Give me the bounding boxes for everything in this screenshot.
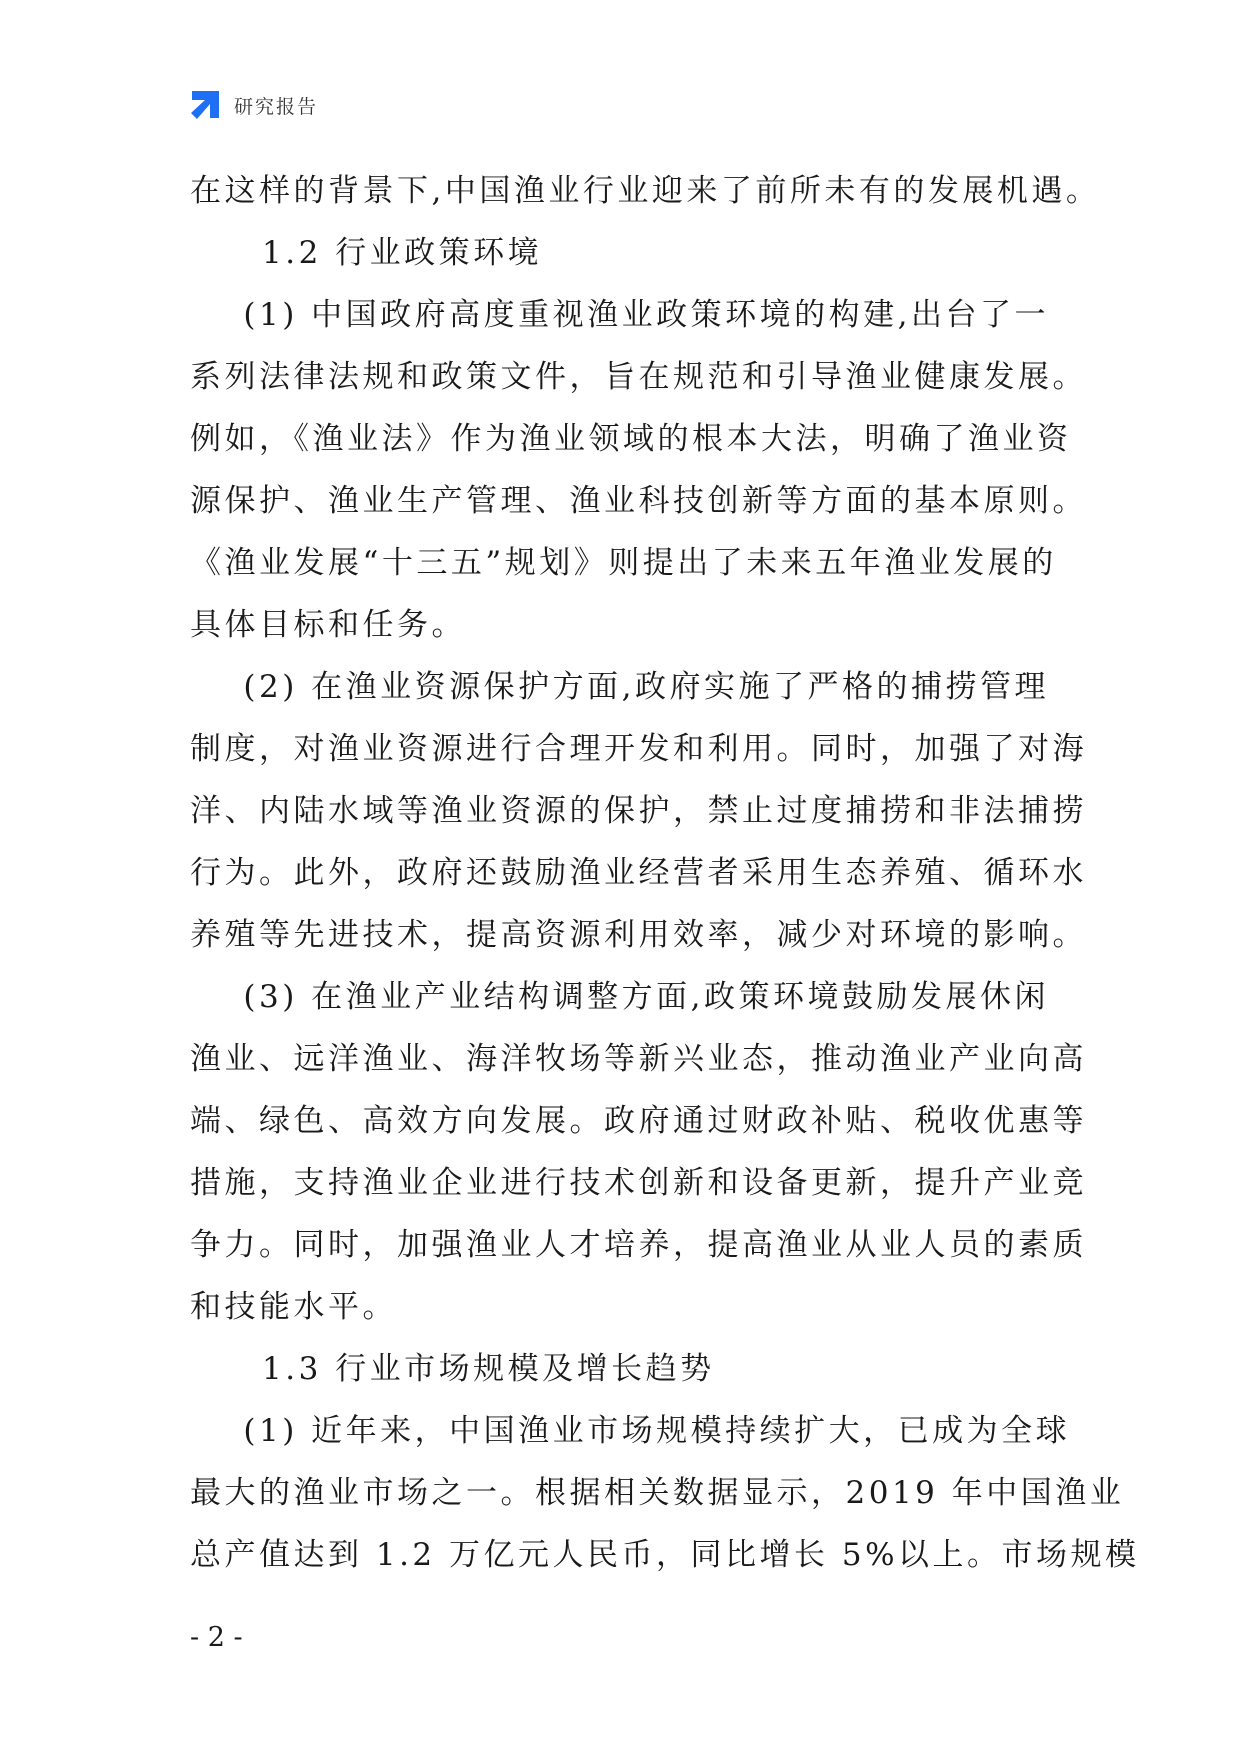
body-text-line: 制度，对渔业资源进行合理开发和利用。同时，加强了对海	[190, 731, 1087, 767]
body-text-line: 洋、内陆水域等渔业资源的保护，禁止过度捕捞和非法捕捞	[190, 793, 1087, 829]
page-number: - 2 -	[190, 1622, 243, 1653]
body-text-line: 系列法律法规和政策文件，旨在规范和引导渔业健康发展。	[190, 359, 1087, 395]
body-text-line: 在这样的背景下,中国渔业行业迎来了前所未有的发展机遇。	[190, 173, 1101, 209]
document-body	[190, 160, 1140, 1586]
section-heading: 1.3 行业市场规模及增长趋势	[262, 1351, 715, 1387]
body-text-line: 渔业、远洋渔业、海洋牧场等新兴业态，推动渔业产业向高	[190, 1041, 1087, 1077]
brand-arrow-icon	[188, 88, 222, 122]
body-text-line: 《渔业发展“十三五”规划》则提出了未来五年渔业发展的	[190, 545, 1057, 581]
body-text-line: (2) 在渔业资源保护方面,政府实施了严格的捕捞管理	[190, 669, 1050, 705]
body-text-line: 具体目标和任务。	[190, 607, 466, 643]
body-text-line: 端、绿色、高效方向发展。政府通过财政补贴、税收优惠等	[190, 1103, 1087, 1139]
page-header	[188, 88, 318, 122]
body-text-line: 措施，支持渔业企业进行技术创新和设备更新，提升产业竞	[190, 1165, 1087, 1201]
header-label: 研究报告	[234, 95, 319, 118]
body-text-line: (1) 中国政府高度重视渔业政策环境的构建,出台了一	[190, 297, 1050, 333]
section-heading: 1.2 行业政策环境	[262, 235, 543, 271]
body-text-line: 争力。同时，加强渔业人才培养，提高渔业从业人员的素质	[190, 1227, 1087, 1263]
body-text-line: 最大的渔业市场之一。根据相关数据显示，2019 年中国渔业	[190, 1475, 1125, 1511]
body-text-line: (1) 近年来，中国渔业市场规模持续扩大，已成为全球	[190, 1413, 1071, 1449]
body-text-line: (3) 在渔业产业结构调整方面,政策环境鼓励发展休闲	[190, 979, 1050, 1015]
body-text-line: 行为。此外，政府还鼓励渔业经营者采用生态养殖、循环水	[190, 855, 1087, 891]
body-text-line: 养殖等先进技术，提高资源利用效率，减少对环境的影响。	[190, 917, 1087, 953]
body-text-line: 源保护、渔业生产管理、渔业科技创新等方面的基本原则。	[190, 483, 1087, 519]
body-text-line: 和技能水平。	[190, 1289, 397, 1325]
body-text-line: 总产值达到 1.2 万亿元人民币，同比增长 5%以上。市场规模	[190, 1537, 1140, 1573]
body-text-line: 例如，《渔业法》作为渔业领域的根本大法，明确了渔业资	[190, 421, 1072, 457]
